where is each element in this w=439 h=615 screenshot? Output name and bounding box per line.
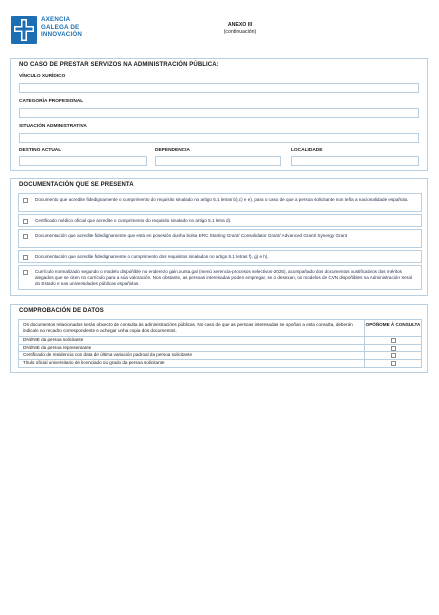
document-checkbox[interactable] xyxy=(23,234,28,239)
row-label: Título oficial universitario de licenciado ou grado da persoa solicitante xyxy=(19,360,365,368)
table-intro: Os documentos relacionados serán obxecto de consulta ás administracións públicas. No caso de que as persoas interesadas se opoñan a esta consulta, deberán indicalo no recadro correspondente e achegar unha copia dos documentos. xyxy=(19,320,365,336)
table-header xyxy=(19,320,421,337)
document-checkbox[interactable] xyxy=(23,198,28,203)
section-title: DOCUMENTACIÓN QUE SE PRESENTA xyxy=(19,182,134,188)
annex-subtitle: (continuación) xyxy=(223,29,257,35)
current-post-label: DESTINO ACTUAL xyxy=(19,148,62,153)
documentation-section xyxy=(10,178,428,296)
document-checkbox[interactable] xyxy=(23,270,28,275)
document-label: Currículo normalizado segundo o modelo dispoñible no enderezo gain.xunta.gal (menú xerencia-procesos selectivos-2025), acompañado dos documentos xustificativos dos méritos alegados que se citen no currículo para a súa valoración. Non obstante, as persoas interesadas poden empregar, se o desexan, os modelos de CVN dispoñibles na Administración Xeral do Estado e nas universidades públicas españolas. xyxy=(35,269,412,287)
row-label: DNI/NIE da persoa representante xyxy=(19,345,365,352)
locality-label: LOCALIDADE xyxy=(291,148,323,153)
galicia-cross-icon xyxy=(11,16,37,44)
list-item xyxy=(18,193,422,212)
section-title: NO CASO DE PRESTAR SERVIZOS NA ADMINISTRACIÓN PÚBLICA: xyxy=(19,62,219,68)
document-label: Certificado médico oficial que acredite o cumprimento do requisito sinalado no artigo 5.1 letra d). xyxy=(35,218,232,223)
current-post-field[interactable] xyxy=(19,156,147,166)
locality-field[interactable] xyxy=(291,156,419,166)
oppose-column-header: OPÓÑOME Á CONSULTA xyxy=(365,322,421,327)
administrative-status-field[interactable] xyxy=(19,133,419,143)
document-label: Documentación que acredite fidedignamente que está en posesión dunha bolsa ERC Starting Grant/ Consolidator Grant/ Advanced Grant/ Synergy Grant xyxy=(35,233,348,238)
table-row xyxy=(19,352,421,360)
row-label: DNI/NIE da persoa solicitante xyxy=(19,337,365,344)
logo-text: AXENCIA GALEGA DE INNOVACIÓN xyxy=(41,16,83,39)
row-label: Certificado de residencia con data de última variación padroal da persoa solicitante xyxy=(19,352,365,359)
document-checkbox[interactable] xyxy=(23,219,28,224)
table-row xyxy=(19,337,421,345)
list-item xyxy=(18,229,422,248)
table-row xyxy=(19,345,421,353)
agency-logo xyxy=(11,16,101,48)
list-item xyxy=(18,214,422,227)
oppose-checkbox[interactable] xyxy=(391,346,396,351)
document-checkbox[interactable] xyxy=(23,255,28,260)
list-item xyxy=(18,265,422,290)
professional-category-field[interactable] xyxy=(19,108,419,118)
table-row xyxy=(19,360,421,368)
legal-link-field[interactable] xyxy=(19,83,419,93)
department-field[interactable] xyxy=(155,156,281,166)
department-label: DEPENDENCIA xyxy=(155,148,190,153)
list-item xyxy=(18,250,422,263)
professional-category-label: CATEGORÍA PROFESIONAL xyxy=(19,99,84,104)
annex-header xyxy=(200,22,280,36)
legal-link-label: VÍNCULO XURÍDICO xyxy=(19,74,66,79)
section-title: COMPROBACIÓN DE DATOS xyxy=(19,308,104,314)
oppose-checkbox[interactable] xyxy=(391,353,396,358)
public-service-section xyxy=(10,58,428,171)
data-check-table xyxy=(18,319,422,368)
oppose-checkbox[interactable] xyxy=(391,361,396,366)
annex-title: ANEXO III xyxy=(227,22,253,28)
oppose-checkbox[interactable] xyxy=(391,338,396,343)
document-label: Documentación que acredite fidedignamente o cumprimento dos requisitos sinalados no artigo 5.1 letras f), g) e h). xyxy=(35,254,269,259)
data-check-section xyxy=(10,304,428,373)
document-label: Documento que acredite fidedignamente o cumprimento do requisito sinalado no artigo 5.1 letras b),c) e e), para o caso de que a persoa solicitante non teña a nacionalidade española. xyxy=(35,197,409,202)
administrative-status-label: SITUACIÓN ADMINISTRATIVA xyxy=(19,124,87,129)
